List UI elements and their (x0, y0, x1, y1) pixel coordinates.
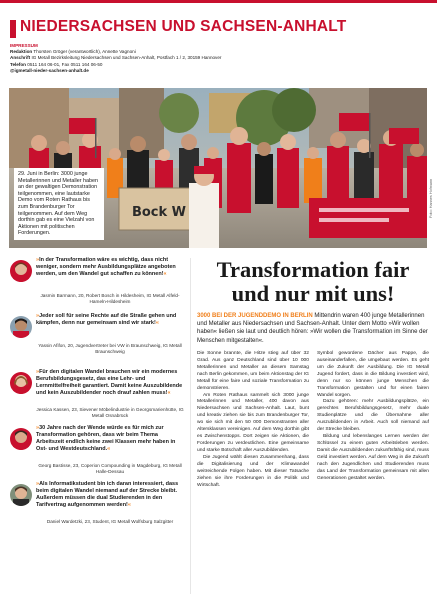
column-divider (190, 258, 191, 594)
impressum-email: @igmetall-nieder-sachsen-anhalt.de (10, 67, 89, 73)
photo-caption: 29. Juni in Berlin: 3000 junge Metallerinnen und Metaller haben an der gewaltigen Demonstration teilgenommen, eine lautstarke Demo vom Roten Rathaus bis zum Brandenburger Tor teilgenommen. Auf dem Weg dorthin gab es eine Vielzahl von Aktionen mit politischen Forderungen. (14, 168, 104, 240)
article-column-2 (317, 351, 429, 490)
impressum-redaktion-label: Redaktion (10, 49, 33, 55)
article-lead-text: Mittendrin waren 400 junge Metallerinnen und Metaller aus Niedersachsen und Sachsen-Anhalt. Unter dem Motto »Wir wollen haben« ließen sie laut und deutlich hören: »Wir wollen die Transformation im Sinne der Menschen mitgestalten«. (197, 313, 428, 344)
quote-item (10, 257, 185, 311)
paragraph: Dazu gehören: mehr Ausbildungsplätze, ein gerechtes Berufsbildungsgesetz, mehr duale Studienplätze und die Übernahme aller Auszubildenden in Arbeit. Auch soll niemand auf der Strecke bleiben. (317, 399, 429, 433)
quote-text: »Für den digitalen Wandel brauchen wir ein modernes Berufsbildungsgesetz, das eine Lehr- und Lernmittelfreiheit garantiert. Damit keine Auszubildende und kein Auszubildender noch drauf zahlen muss!« (36, 369, 183, 397)
quote-item (10, 313, 185, 367)
section-title: NIEDERSACHSEN UND SACHSEN-ANHALT (20, 18, 347, 35)
paragraph: Symbol gewordene Dächer aus Pappe, die auseinanderfallen, die umgebaut werden. Es geht um die Zukunft der Ausbildung. Die IG Metall Jugend fordert, dass in die Bildung investiert wird, denn nur so können junge Menschen die Transformation gestalten und für einen fairen Wandel sorgen. (317, 350, 429, 398)
quote-author: Yassin Afifon, 20, Jugendvertreter bei VW in Braunschweig, IG Metall Braunschweig (38, 343, 182, 355)
impressum-telefon-label: Telefon (10, 61, 26, 67)
article (197, 258, 429, 490)
photo-credit: Foto: Hannes Hofmann (429, 178, 433, 218)
impressum-anschrift-label: Anschrift (10, 55, 31, 61)
avatar (10, 316, 32, 338)
avatar (10, 484, 32, 506)
sign-text: Bock W (131, 205, 187, 220)
avatar (10, 428, 32, 450)
article-column-1 (197, 351, 309, 490)
quote-item (10, 481, 185, 535)
quote-author: Jessica Kassen, 23, Sievener Möbelindustrie in Georgsmarienhütte, IG Metall Osnabrück (36, 407, 184, 419)
paragraph: Bildung und lebenslanges Lernen werden der Schlüssel zu einem guten Arbeitsleben werden. Damit die Auszubildenden zukunftsfähig sind, muss Geld investiert werden. Auf dem Weg in die Zukunft nach den Jugendlichen und Studierenden muss das Land der Transformation gemeinsam mit allen Generationen gestaltet werden. (317, 434, 429, 481)
article-kicker: 3000 BEI DER JUGENDDEMO IN BERLIN (197, 313, 313, 319)
article-lead (197, 312, 429, 345)
quote-author: Jasmin Barmann, 20, Robert Bosch in Hildesheim, IG Metall Alfeld-Hameln-Hildesheim (40, 293, 180, 305)
article-headline: Transformation fair und nur mit uns! (216, 257, 410, 306)
impressum-telefon: 0511 164 06-01, Fax 0511 164 06-50 (27, 61, 103, 67)
impressum (10, 43, 430, 74)
impressum-heading: IMPRESSUM (10, 43, 38, 48)
quote-text: »In der Transformation wäre es wichtig, dass nicht weniger, sondern mehr Ausbildungsplätze angeboten werden, um den Wandel gut schaffen zu können!« (36, 257, 176, 278)
header-rule (0, 0, 437, 3)
quote-item (10, 369, 185, 423)
quote-text: »Als Informatikstudent bin ich daran interessiert, dass beim digitalen Wandel niemand auf der Strecke bleibt. Außerdem müssen die dual Studierenden in den Tarifvertrag aufgenommen werden!« (36, 481, 179, 509)
quote-author: Georg Bastisse, 23, Coperion Compounding in Magdeburg, IG Metall Halle-Dessau (38, 463, 182, 475)
avatar (10, 372, 32, 394)
impressum-redaktion: Thorsten Gröger (verantwortlich), Annette Vagnoni (33, 49, 136, 55)
impressum-anschrift: IG Metall Bezirksleitung Niedersachsen und Sachsen-Anhalt, Postfach 1 / 2, 30159 Hannover (31, 55, 222, 61)
quote-author: Daniel Wardetzki, 23, Student, IG Metall Wolfsburg Salzgitter (46, 519, 174, 524)
quotes-column (10, 257, 185, 537)
quote-text: »30 Jahre nach der Wende würde es für mich zur Transformation gehören, dass wir beim Thema Arbeitszeit endlich keine zwei Klassen mehr haben in Ost- und Westdeutschland.« (36, 425, 176, 453)
avatar (10, 260, 32, 282)
quote-item (10, 425, 185, 479)
paragraph: Die Sonne brannte, die Hitze stieg auf über 32 Grad. Aus ganz Deutschland sind über 10 000 Metallerinnen und Metaller an diesem Samstag nach Berlin gekommen, um beim Aktionstag der IG Metall für eine faire und soziale Transformation zu demonstrieren. (197, 350, 309, 391)
header-accent-bar (10, 20, 16, 38)
paragraph: Die Jugend wählt diesen Zusammenhang, dass die Digitalisierung und der Klimawandel weitreichende Folgen haben. Mit dieser Tatsache ziehen sie ihre Forderungen in die Politik und Wirtschaft. (197, 455, 309, 488)
article-columns (197, 351, 429, 490)
paragraph: Am Roten Rathaus sammelt sich 3000 junge Metallerinnen und Metaller, 400 davon aus Niedersachsen und Sachsen-Anhalt. Laut, bunt und kreativ ziehen sie bis zum Brandenburger Tor, wo sie sich mit den 50 000 Demonstranten aller Altersklassen vereinigen. Auf dem Weg dorthin gibt es Zwischenstopps. Dort zeigen sie Aktionen, die Forderungen zu verdeutlichen. Eine gemeinsame und starke Botschaft aller Auszubildenden. (197, 392, 309, 454)
quote-text: »Jeder soll für seine Rechte auf die Straße gehen und kämpfen, denn nur gemeinsam sind wir stark!« (36, 313, 177, 327)
